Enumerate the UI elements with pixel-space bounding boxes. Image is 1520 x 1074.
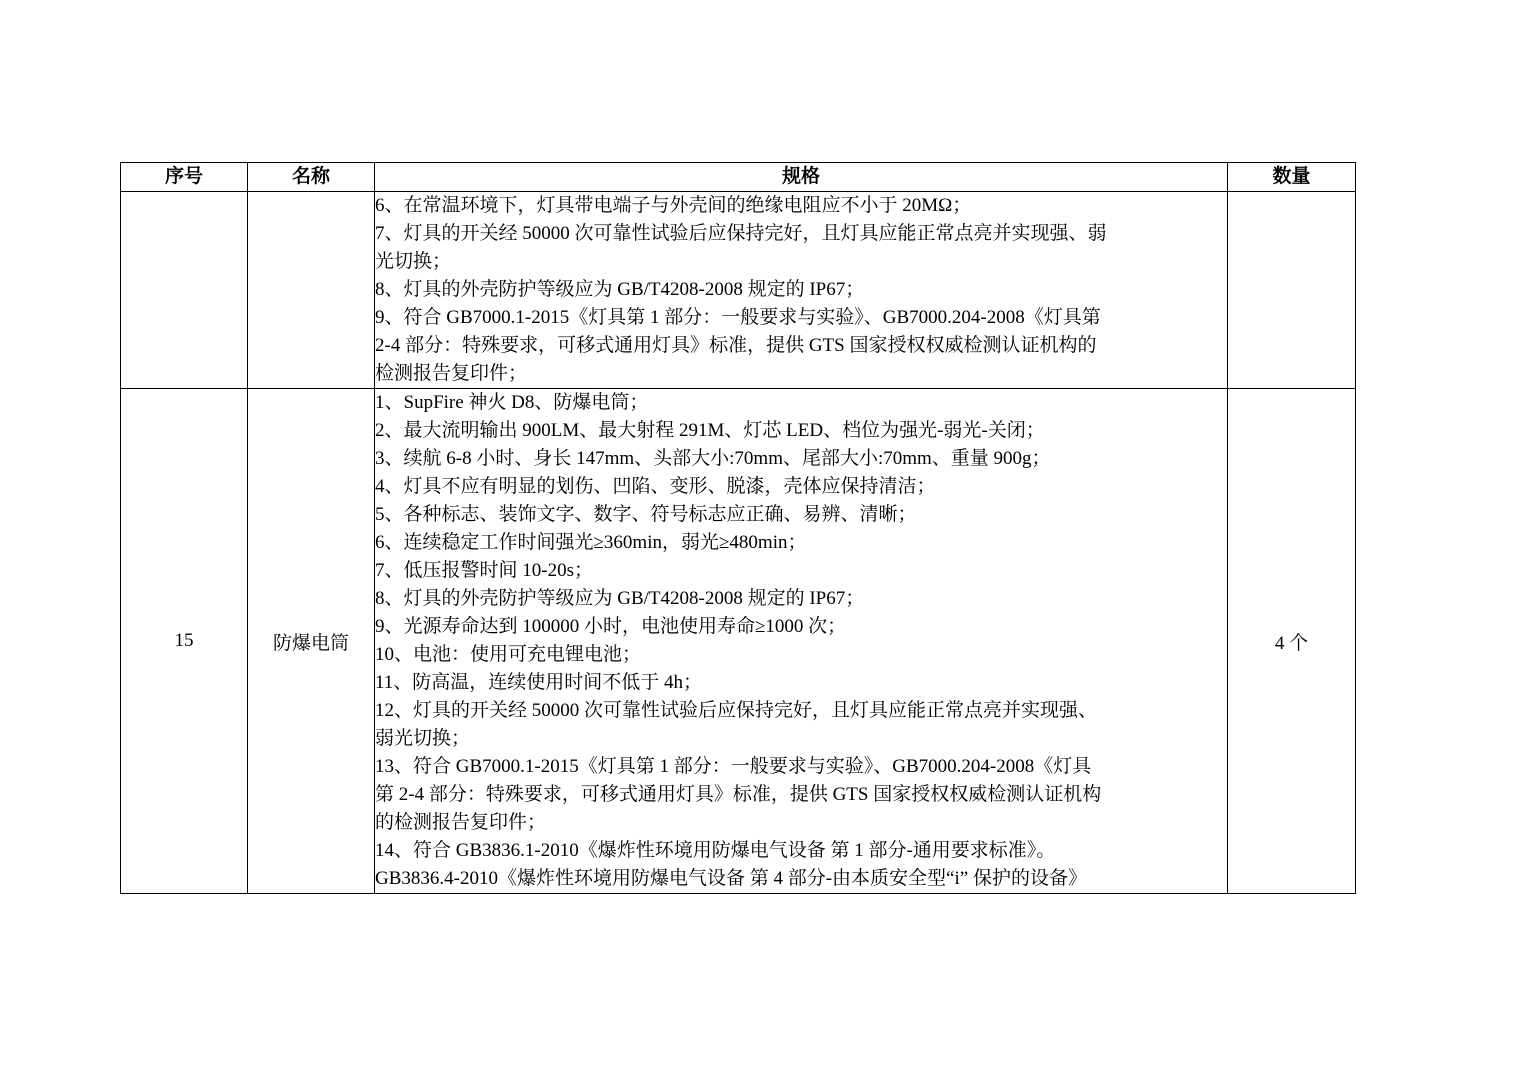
row-name [248,192,375,389]
spec-line: 5、各种标志、装饰文字、数字、符号标志应正确、易辨、清晰； [375,504,917,525]
table-header-row [121,163,1356,192]
spec-line: 2、最大流明输出 900LM、最大射程 291M、灯芯 LED、档位为强光-弱光-关闭； [375,420,1045,441]
header-no: 序号 [121,163,248,192]
row-no [121,192,248,389]
spec-line: 11、防高温，连续使用时间不低于 4h； [375,672,703,693]
spec-line: 1、SupFire 神火 D8、防爆电筒； [375,392,649,413]
row-no: 15 [121,389,248,894]
row-qty: 4 个 [1228,389,1356,894]
header-qty: 数量 [1228,163,1356,192]
spec-line: 12、灯具的开关经 50000 次可靠性试验后应保持完好，且灯具应能正常点亮并实现强、 [375,700,1098,721]
spec-line: 检测报告复印件； [375,363,528,384]
header-name: 名称 [248,163,375,192]
spec-line: 2-4 部分：特殊要求，可移式通用灯具》标准，提供 GTS 国家授权权威检测认证机构的 [375,335,1097,356]
spec-line: 9、光源寿命达到 100000 小时，电池使用寿命≥1000 次； [375,616,847,637]
spec-table [120,162,1356,894]
spec-line: 8、灯具的外壳防护等级应为 GB/T4208-2008 规定的 IP67； [375,279,865,300]
table-row [121,192,1356,389]
table-row [121,389,1356,894]
spec-line: 的检测报告复印件； [375,812,547,833]
row-spec [375,192,1228,389]
spec-line: 7、低压报警时间 10-20s； [375,560,593,581]
spec-line: 3、续航 6-8 小时、身长 147mm、头部大小:70mm、尾部大小:70mm、重量 900g； [375,448,1051,469]
spec-line: 4、灯具不应有明显的划伤、凹陷、变形、脱漆，壳体应保持清洁； [375,476,936,497]
spec-line: 13、符合 GB7000.1-2015《灯具第 1 部分：一般要求与实验》、GB7000.204-2008《灯具 [375,756,1092,777]
spec-line: 8、灯具的外壳防护等级应为 GB/T4208-2008 规定的 IP67； [375,588,865,609]
spec-line: 第 2-4 部分：特殊要求，可移式通用灯具》标准，提供 GTS 国家授权权威检测认证机构 [375,784,1102,805]
spec-line: 弱光切换； [375,728,471,749]
spec-line: GB3836.4-2010《爆炸性环境用防爆电气设备 第 4 部分-由本质安全型“i” 保护的设备》 [375,868,1087,889]
row-name: 防爆电筒 [248,389,375,894]
spec-line: 7、灯具的开关经 50000 次可靠性试验后应保持完好，且灯具应能正常点亮并实现强、弱 [375,223,1107,244]
spec-line: 9、符合 GB7000.1-2015《灯具第 1 部分：一般要求与实验》、GB7000.204-2008《灯具第 [375,307,1101,328]
spec-line: 10、电池：使用可充电锂电池； [375,644,642,665]
spec-line: 光切换； [375,251,452,272]
spec-line: 14、符合 GB3836.1-2010《爆炸性环境用防爆电气设备 第 1 部分-通用要求标准》。 [375,840,1056,861]
header-spec: 规格 [375,163,1228,192]
row-spec [375,389,1228,894]
spec-line: 6、在常温环境下，灯具带电端子与外壳间的绝缘电阻应不小于 20MΩ； [375,195,972,216]
row-qty [1228,192,1356,389]
spec-line: 6、连续稳定工作时间强光≥360min，弱光≥480min； [375,532,807,553]
